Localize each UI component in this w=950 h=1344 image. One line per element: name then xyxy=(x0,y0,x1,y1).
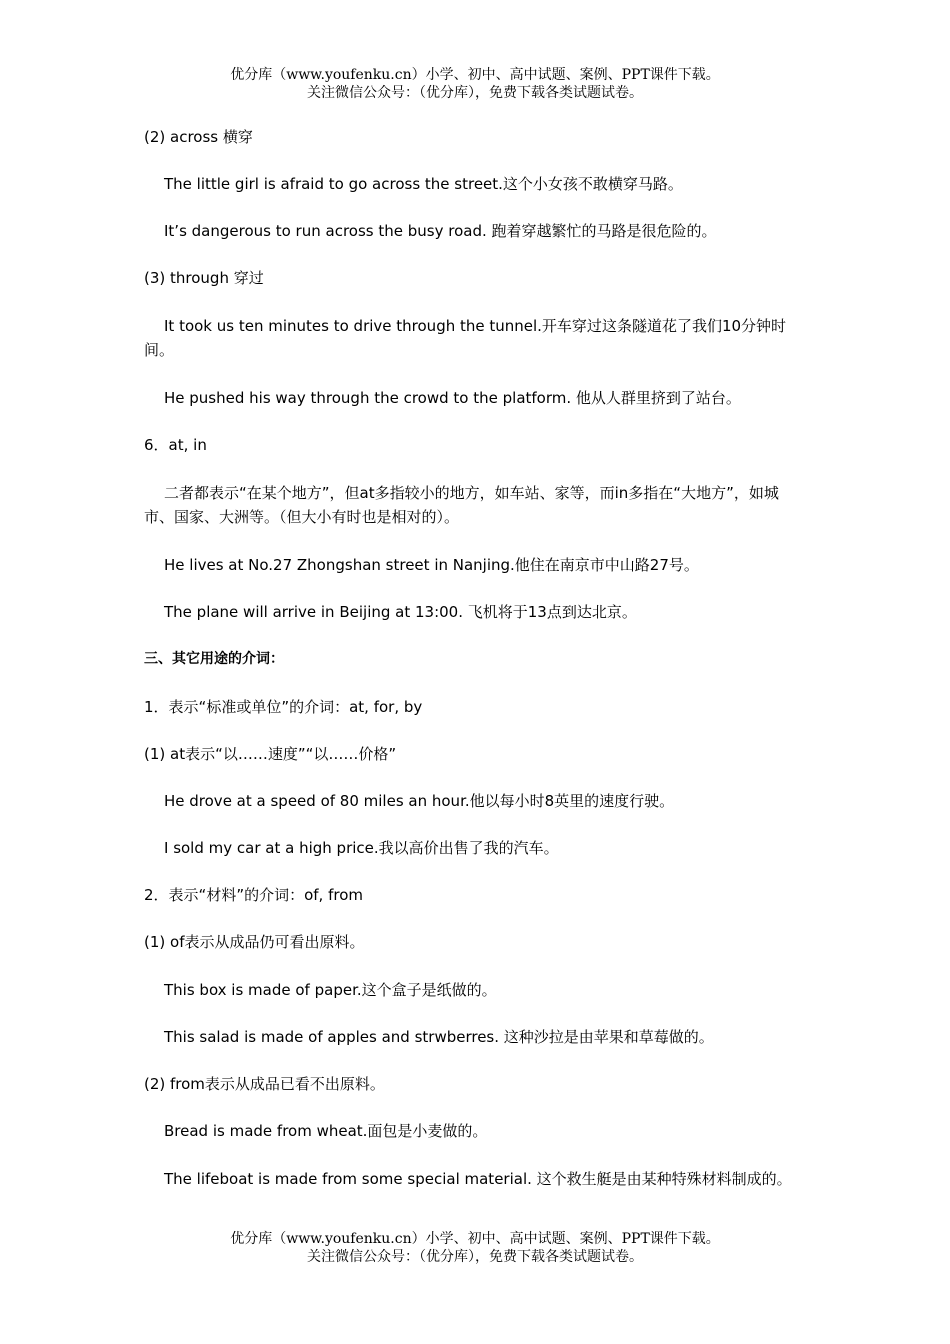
example-sentence: This box is made of paper.这个盒子是纸做的。 xyxy=(164,981,497,999)
example-sentence: It took us ten minutes to drive through the tunnel.开车穿过这条隧道花了我们10分钟时间。 xyxy=(144,317,787,359)
example-sentence: The little girl is afraid to go across the street.这个小女孩不敢横穿马路。 xyxy=(164,175,683,193)
subheading-at: (1) at表示“以……速度”“以……价格” xyxy=(144,745,397,763)
footer-line-2: 关注微信公众号：（优分库），免费下载各类试题试卷。 xyxy=(307,1249,643,1265)
explanation-paragraph: 二者都表示“在某个地方”，但at多指较小的地方，如车站、家等，而in多指在“大地方”，如城市、国家、大洲等。（但大小有时也是相对的）。 xyxy=(144,484,779,526)
example-sentence: He pushed his way through the crowd to the platform. 他从人群里挤到了站台。 xyxy=(164,389,741,407)
example-sentence: He lives at No.27 Zhongshan street in Nanjing.他住在南京市中山路27号。 xyxy=(164,556,699,574)
section-title: 三、其它用途的介词： xyxy=(144,651,284,667)
section-heading-standard: 1．表示“标准或单位”的介词：at, for, by xyxy=(144,698,423,716)
example-sentence: Bread is made from wheat.面包是小麦做的。 xyxy=(164,1122,488,1140)
example-sentence: I sold my car at a high price.我以高价出售了我的汽车。 xyxy=(164,839,559,857)
example-sentence: The plane will arrive in Beijing at 13:00. 飞机将于13点到达北京。 xyxy=(164,603,637,621)
section-heading-material: 2．表示“材料”的介词：of, from xyxy=(144,886,363,904)
subheading-of: (1) of表示从成品仍可看出原料。 xyxy=(144,933,365,951)
header-line-2: 关注微信公众号：（优分库），免费下载各类试题试卷。 xyxy=(307,85,643,101)
header-line-1: 优分库（www.youfenku.cn）小学、初中、高中试题、案例、PPT课件下载。 xyxy=(230,67,720,83)
footer-line-1: 优分库（www.youfenku.cn）小学、初中、高中试题、案例、PPT课件下载。 xyxy=(230,1231,720,1247)
example-sentence: This salad is made of apples and strwberres. 这种沙拉是由苹果和草莓做的。 xyxy=(164,1028,714,1046)
page-footer xyxy=(0,1230,950,1266)
page-header xyxy=(0,66,950,102)
example-sentence: It’s dangerous to run across the busy road. 跑着穿越繁忙的马路是很危险的。 xyxy=(164,222,717,240)
section-heading-at-in: 6．at, in xyxy=(144,436,207,454)
subheading-from: (2) from表示从成品已看不出原料。 xyxy=(144,1075,385,1093)
example-sentence: The lifeboat is made from some special material. 这个救生艇是由某种特殊材料制成的。 xyxy=(164,1170,792,1188)
example-sentence: He drove at a speed of 80 miles an hour.他以每小时8英里的速度行驶。 xyxy=(164,792,675,810)
subheading-across: (2) across 横穿 xyxy=(144,128,253,146)
subheading-through: (3) through 穿过 xyxy=(144,269,264,287)
